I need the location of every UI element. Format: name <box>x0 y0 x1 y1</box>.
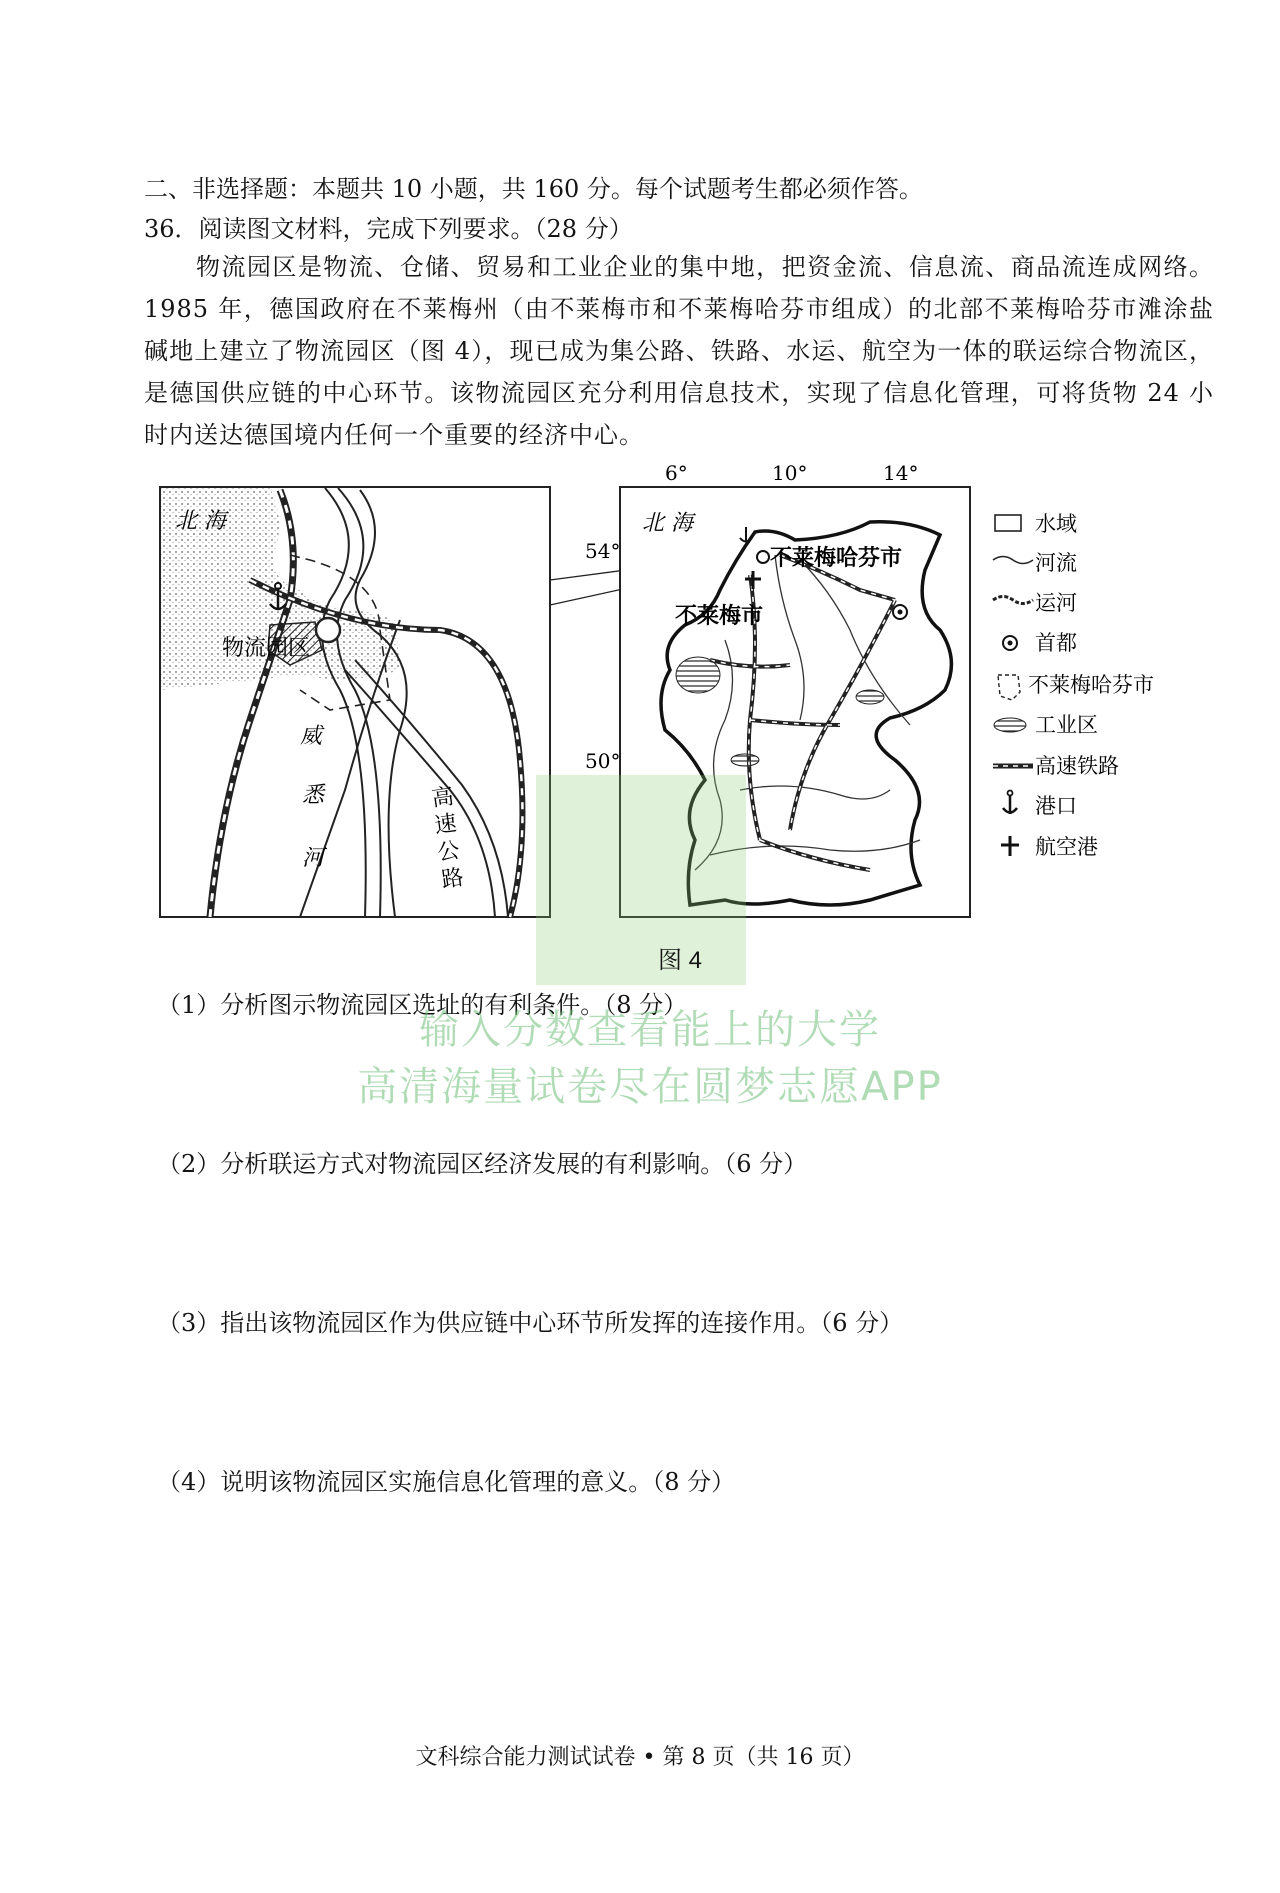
highway-char-1: 高 <box>430 784 456 813</box>
legend-industrial-label: 工业区 <box>1035 713 1098 737</box>
weser-char-2: 悉 <box>302 783 325 808</box>
question-1: （1）分析图示物流园区选址的有利条件。（8 分） <box>157 991 688 1019</box>
watermark-logo <box>536 775 746 985</box>
weser-char-3: 河 <box>302 846 325 871</box>
legend-capital-label: 首都 <box>1035 631 1077 655</box>
logistics-park-label: 物流园区 <box>222 636 311 661</box>
material-paragraph: 物流园区是物流、仓储、贸易和工业企业的集中地，把资金流、信息流、商品流连成网络。1985 年，德国政府在不莱梅州（由不莱梅市和不莱梅哈芬市组成）的北部不莱梅哈芬市滩涂盐碱地上建立了物流园区（图 4），现已成为集公路、铁路、水运、航空为一体的联运综合物流区，是德国供应链的中心环节。该物流园区充分利用信息技术，实现了信息化管理，可将货物 24 小时内送达德国境内任何一个重要的经济中心。 <box>144 253 1214 449</box>
industrial-zone-ruhr <box>676 657 720 693</box>
legend-airport-label: 航空港 <box>1035 835 1098 859</box>
legend <box>993 512 1154 859</box>
legend-boundary-icon <box>998 675 1020 700</box>
bremerhaven-label: 不莱梅哈芬市 <box>770 545 903 571</box>
interchange-circle <box>316 618 340 642</box>
lat-label-54: 54° <box>585 539 621 563</box>
watermark-line-2: 高清海量试卷尽在圆梦志愿APP <box>357 1064 943 1110</box>
legend-water-icon <box>995 515 1021 531</box>
lon-label-10: 10° <box>772 461 808 485</box>
question-3: （3）指出该物流园区作为供应链中心环节所发挥的连接作用。（6 分） <box>157 1309 904 1337</box>
bremen-label: 不莱梅市 <box>675 603 764 629</box>
lon-label-14: 14° <box>883 461 919 485</box>
section-heading: 二、非选择题：本题共 10 小题，共 160 分。每个试题考生都必须作答。 <box>144 175 923 203</box>
highway-char-2: 速 <box>432 811 459 839</box>
legend-canal-label: 运河 <box>1035 591 1077 615</box>
industrial-zone-south <box>731 754 759 766</box>
legend-canal-icon <box>993 597 1033 604</box>
legend-port-icon <box>1003 791 1017 815</box>
bremerhaven-marker <box>757 551 769 563</box>
left-map <box>160 487 550 917</box>
lon-label-6: 6° <box>665 461 688 485</box>
legend-rail-label: 高速铁路 <box>1035 754 1119 778</box>
legend-water-label: 水域 <box>1035 512 1077 536</box>
page-footer: 文科综合能力测试试卷 • 第 8 页（共 16 页） <box>415 1745 865 1770</box>
question-title: 36．阅读图文材料，完成下列要求。（28 分） <box>144 215 633 243</box>
highway-char-3: 公 <box>435 838 462 867</box>
capital-berlin <box>893 605 907 619</box>
legend-boundary-label: 不莱梅哈芬市 <box>1028 673 1154 697</box>
legend-river-label: 河流 <box>1035 551 1077 575</box>
figure-caption: 图 4 <box>657 947 702 974</box>
legend-port-label: 港口 <box>1035 794 1077 818</box>
watermark-line-1: 输入分数查看能上的大学 <box>419 1007 881 1053</box>
industrial-zone-east <box>856 690 884 704</box>
legend-river-icon <box>993 557 1033 564</box>
weser-char-1: 威 <box>300 724 323 749</box>
highway-char-4: 路 <box>439 865 466 894</box>
lat-label-50: 50° <box>585 749 621 773</box>
question-2: （2）分析联运方式对物流园区经济发展的有利影响。（6 分） <box>157 1150 808 1178</box>
question-4: （4）说明该物流园区实施信息化管理的意义。（8 分） <box>157 1468 736 1496</box>
right-north-sea-label: 北 海 <box>642 511 693 536</box>
legend-industrial-icon <box>994 718 1026 732</box>
left-north-sea-label: 北 海 <box>175 509 226 534</box>
legend-airport-icon <box>1001 836 1019 856</box>
